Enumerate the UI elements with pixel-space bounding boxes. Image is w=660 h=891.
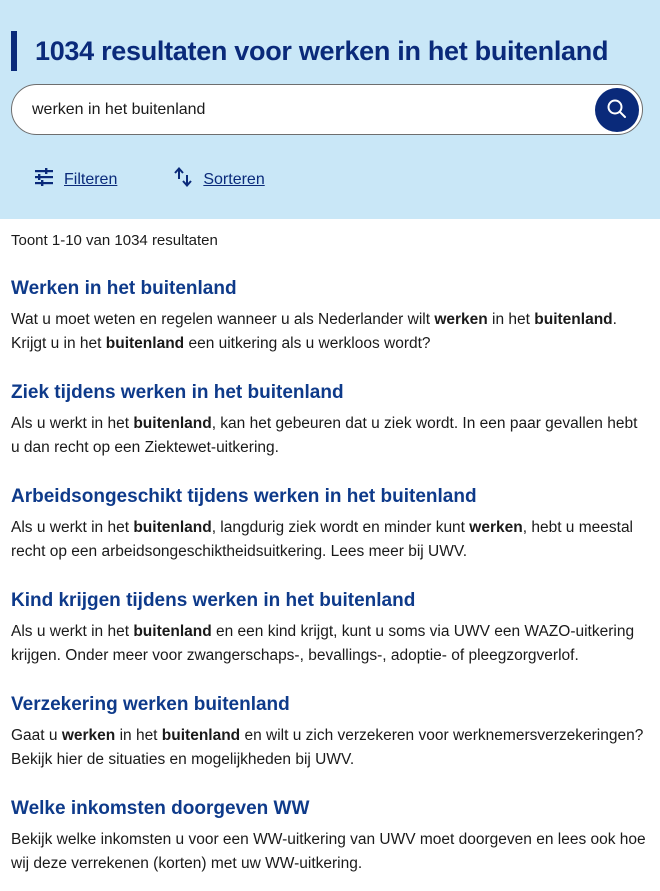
sort-button[interactable]: [173, 166, 264, 193]
result-count: Toont 1-10 van 1034 resultaten: [11, 232, 218, 249]
result-title-link[interactable]: Arbeidsongeschikt tijdens werken in het buitenland: [11, 486, 477, 507]
search-box: [11, 84, 643, 135]
title-block: [11, 31, 608, 71]
page-title: 1034 resultaten voor werken in het buitenland: [35, 35, 609, 66]
highlighted-term: werken: [434, 311, 488, 328]
result-item: [11, 796, 649, 876]
sort-arrows-icon: [173, 166, 193, 193]
filter-button[interactable]: [34, 167, 117, 192]
result-description: Wat u moet weten en regelen wanneer u als Nederlander wilt werken in het buitenland. Krijgt u in het buitenland een uitkering als u werkloos wordt?: [11, 311, 617, 352]
result-title-link[interactable]: Werken in het buitenland: [11, 278, 237, 299]
search-header: [0, 0, 660, 219]
result-item: [11, 380, 649, 460]
search-icon: [606, 98, 628, 123]
result-title-link[interactable]: Kind krijgen tijdens werken in het buitenland: [11, 590, 416, 611]
result-title-link[interactable]: Welke inkomsten doorgeven WW: [11, 798, 310, 819]
highlighted-term: buitenland: [534, 311, 613, 328]
highlighted-term: buitenland: [133, 519, 212, 536]
results-list: [11, 276, 649, 876]
highlighted-term: werken: [61, 727, 116, 744]
result-description: Als u werkt in het buitenland, kan het gebeuren dat u ziek wordt. In een paar gevallen hebt u dan recht op een Ziektewet-uitkering.: [11, 415, 638, 456]
highlighted-term: buitenland: [133, 415, 212, 432]
title-accent-bar: [11, 31, 17, 71]
sort-label[interactable]: Sorteren: [203, 170, 265, 188]
filter-sliders-icon: [34, 167, 54, 192]
result-item: [11, 692, 649, 772]
result-item: [11, 484, 649, 564]
results-content: [0, 232, 660, 876]
result-description: Als u werkt in het buitenland, langdurig ziek wordt en minder kunt werken, hebt u meestal recht op een arbeidsongeschiktheidsuitkering. Lees meer bij UWV.: [11, 519, 634, 560]
result-actions: [34, 166, 265, 193]
filter-label[interactable]: Filteren: [64, 170, 118, 188]
result-item: [11, 588, 649, 668]
highlighted-term: buitenland: [161, 727, 241, 744]
result-description: Bekijk welke inkomsten u voor een WW-uitkering van UWV moet doorgeven en lees ook hoe wij deze verrekenen (korten) met uw WW-uitkering.: [11, 831, 646, 872]
search-input[interactable]: [32, 85, 592, 134]
result-title-link[interactable]: Ziek tijdens werken in het buitenland: [11, 382, 344, 403]
highlighted-term: werken: [469, 519, 523, 536]
highlighted-term: buitenland: [133, 623, 212, 640]
search-button[interactable]: [595, 88, 639, 132]
result-item: [11, 276, 649, 356]
result-title-link[interactable]: Verzekering werken buitenland: [11, 694, 290, 715]
result-description: Gaat u werken in het buitenland en wilt u zich verzekeren voor werknemersverzekeringen? Bekijk hier de situaties en mogelijkheden bij UWV.: [11, 727, 644, 768]
highlighted-term: buitenland: [105, 335, 185, 352]
result-description: Als u werkt in het buitenland en een kind krijgt, kunt u soms via UWV een WAZO-uitkering krijgen. Onder meer voor zwangerschaps-, bevallings-, adoptie- of pleegzorgverlof.: [11, 623, 635, 664]
